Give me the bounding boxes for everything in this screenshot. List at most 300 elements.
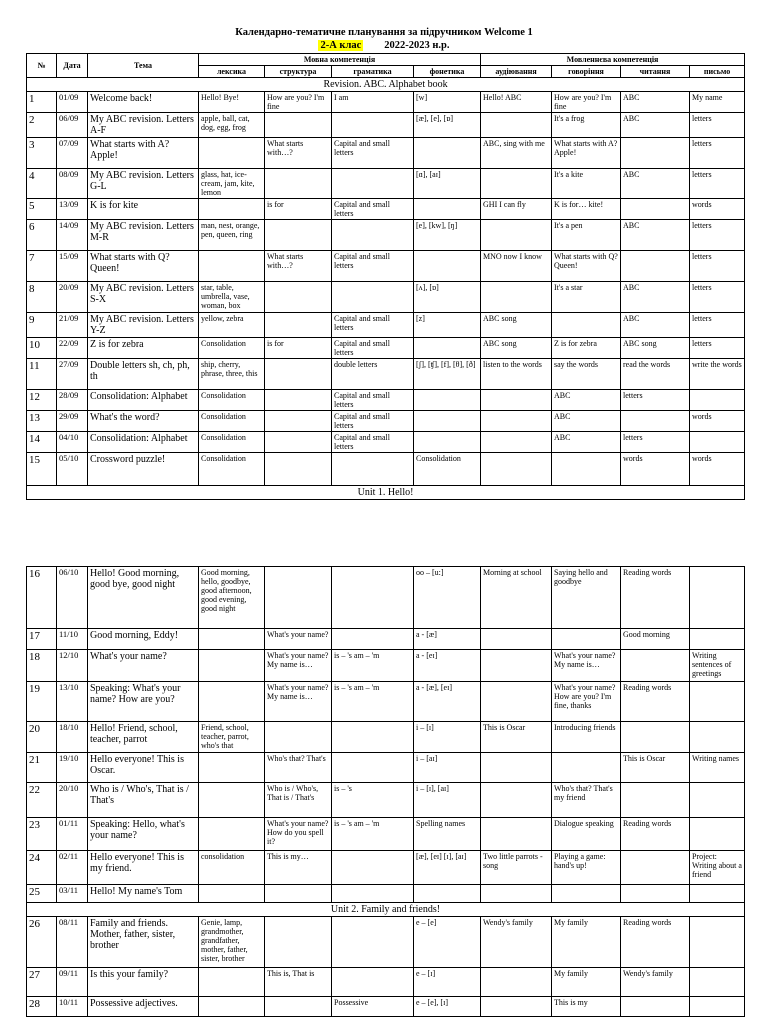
lesson-number: 17 [27, 629, 57, 650]
lesson-number: 24 [27, 851, 57, 885]
col-group-language: Мовна компетенція [199, 54, 481, 66]
lesson-number: 19 [27, 682, 57, 722]
lesson-row [27, 453, 745, 486]
writing-cell [690, 885, 745, 903]
col-header-phonetics: фонетика [414, 66, 481, 78]
structure-cell [265, 453, 332, 486]
listening-cell: Two little parrots - song [481, 851, 552, 885]
lexis-cell: consolidation [199, 851, 265, 885]
document-title: Календарно-тематичне планування за підручником Welcome 1 [235, 27, 533, 38]
lesson-number: 9 [27, 313, 57, 338]
structure-cell [265, 113, 332, 138]
lexis-cell [199, 818, 265, 851]
structure-cell: This is my… [265, 851, 332, 885]
lesson-date: 21/09 [57, 313, 88, 338]
lesson-date: 28/09 [57, 390, 88, 411]
listening-cell [481, 390, 552, 411]
lexis-cell: Consolidation [199, 453, 265, 486]
structure-cell: Who is / Who's, That is / That's [265, 783, 332, 818]
phonetics-cell: i – [ɪ], [aɪ] [414, 783, 481, 818]
lexis-cell: Good morning, hello, goodbye, good afternoon, good evening, good night [199, 567, 265, 629]
speaking-cell: Who's that? That's my friend [552, 783, 621, 818]
grammar-cell: double letters [332, 359, 414, 390]
col-header-reading: читання [621, 66, 690, 78]
grammar-cell: Capital and small letters [332, 390, 414, 411]
lesson-number: 13 [27, 411, 57, 432]
structure-cell: What starts with…? [265, 138, 332, 169]
writing-cell [690, 917, 745, 968]
writing-cell: My name [690, 92, 745, 113]
listening-cell: ABC, sing with me [481, 138, 552, 169]
grammar-cell: Capital and small letters [332, 313, 414, 338]
lexis-cell [199, 650, 265, 682]
lesson-row [27, 390, 745, 411]
grammar-cell [332, 453, 414, 486]
writing-cell: Writing names [690, 753, 745, 783]
lesson-date: 08/11 [57, 917, 88, 968]
lexis-cell: Genie, lamp, grandmother, grandfather, mother, father, sister, brother [199, 917, 265, 968]
structure-cell [265, 722, 332, 753]
lesson-date: 07/09 [57, 138, 88, 169]
lesson-topic: Is this your family? [88, 968, 199, 997]
listening-cell [481, 650, 552, 682]
writing-cell [690, 432, 745, 453]
lesson-row [27, 92, 745, 113]
writing-cell: write the words [690, 359, 745, 390]
reading-cell: ABC [621, 220, 690, 251]
lesson-topic: K is for kite [88, 199, 199, 220]
lesson-topic: Who is / Who's, That is / That's [88, 783, 199, 818]
grammar-cell: Capital and small letters [332, 432, 414, 453]
phonetics-cell [414, 251, 481, 282]
structure-cell: is for [265, 338, 332, 359]
lexis-cell [199, 199, 265, 220]
grammar-cell: Capital and small letters [332, 251, 414, 282]
grammar-cell [332, 629, 414, 650]
col-header-writing: письмо [690, 66, 745, 78]
lesson-date: 05/10 [57, 453, 88, 486]
reading-cell: Reading words [621, 818, 690, 851]
grammar-cell [332, 851, 414, 885]
section-header-unit2: Unit 2. Family and friends! [27, 903, 745, 917]
writing-cell [690, 818, 745, 851]
reading-cell: ABC [621, 169, 690, 199]
phonetics-cell [414, 338, 481, 359]
lesson-number: 1 [27, 92, 57, 113]
lesson-row [27, 851, 745, 885]
lexis-cell: ship, cherry, phrase, three, this [199, 359, 265, 390]
speaking-cell: Z is for zebra [552, 338, 621, 359]
lexis-cell: yellow, zebra [199, 313, 265, 338]
listening-cell: ABC song [481, 338, 552, 359]
lesson-number: 12 [27, 390, 57, 411]
reading-cell: ABC [621, 282, 690, 313]
lesson-number: 20 [27, 722, 57, 753]
structure-cell [265, 997, 332, 1017]
listening-cell [481, 411, 552, 432]
col-header-structure: структура [265, 66, 332, 78]
phonetics-cell: Consolidation [414, 453, 481, 486]
lesson-date: 09/11 [57, 968, 88, 997]
lesson-row [27, 997, 745, 1017]
writing-cell: letters [690, 282, 745, 313]
lesson-topic: Speaking: What's your name? How are you? [88, 682, 199, 722]
lesson-topic: Welcome back! [88, 92, 199, 113]
grammar-cell [332, 169, 414, 199]
reading-cell: ABC [621, 113, 690, 138]
lesson-topic: My ABC revision. Letters M-R [88, 220, 199, 251]
structure-cell [265, 169, 332, 199]
lesson-date: 18/10 [57, 722, 88, 753]
structure-cell [265, 282, 332, 313]
lesson-row [27, 138, 745, 169]
lesson-number: 22 [27, 783, 57, 818]
lesson-row [27, 818, 745, 851]
reading-cell: letters [621, 432, 690, 453]
col-header-grammar: граматика [332, 66, 414, 78]
lexis-cell: Consolidation [199, 390, 265, 411]
lesson-row [27, 220, 745, 251]
listening-cell: ABC song [481, 313, 552, 338]
lesson-number: 23 [27, 818, 57, 851]
listening-cell: Morning at school [481, 567, 552, 629]
lexis-cell [199, 629, 265, 650]
lesson-row [27, 169, 745, 199]
lesson-row [27, 682, 745, 722]
grammar-cell [332, 220, 414, 251]
listening-cell [481, 113, 552, 138]
listening-cell [481, 885, 552, 903]
lesson-date: 06/10 [57, 567, 88, 629]
lesson-number: 16 [27, 567, 57, 629]
structure-cell [265, 917, 332, 968]
lesson-date: 27/09 [57, 359, 88, 390]
reading-cell [621, 997, 690, 1017]
section-header-unit1: Unit 1. Hello! [27, 486, 745, 500]
writing-cell [690, 567, 745, 629]
reading-cell [621, 722, 690, 753]
listening-cell: Wendy's family [481, 917, 552, 968]
speaking-cell: K is for… kite! [552, 199, 621, 220]
plan-table-page-top [26, 53, 745, 500]
lesson-date: 11/10 [57, 629, 88, 650]
col-header-speaking: говоріння [552, 66, 621, 78]
speaking-cell: It's a pen [552, 220, 621, 251]
lesson-topic: My ABC revision. Letters A-F [88, 113, 199, 138]
phonetics-cell: a - [æ], [eɪ] [414, 682, 481, 722]
grammar-cell: Capital and small letters [332, 338, 414, 359]
plan-table-page-bottom [26, 566, 745, 1017]
lexis-cell [199, 885, 265, 903]
grammar-cell: Possessive [332, 997, 414, 1017]
writing-cell: letters [690, 138, 745, 169]
listening-cell [481, 169, 552, 199]
writing-cell [690, 682, 745, 722]
structure-cell: What's your name? My name is… [265, 650, 332, 682]
col-header-date: Дата [57, 54, 88, 78]
lesson-topic: My ABC revision. Letters S-X [88, 282, 199, 313]
phonetics-cell [414, 390, 481, 411]
lesson-row [27, 313, 745, 338]
lesson-date: 20/09 [57, 282, 88, 313]
lesson-row [27, 432, 745, 453]
grammar-cell [332, 722, 414, 753]
lesson-date: 19/10 [57, 753, 88, 783]
structure-cell: This is, That is [265, 968, 332, 997]
lesson-topic: Hello! Good morning, good bye, good night [88, 567, 199, 629]
phonetics-cell: oo – [u:] [414, 567, 481, 629]
lesson-topic: Family and friends. Mother, father, sister, brother [88, 917, 199, 968]
listening-cell [481, 997, 552, 1017]
col-header-num: № [27, 54, 57, 78]
phonetics-cell: e – [ɪ] [414, 968, 481, 997]
lesson-topic: My ABC revision. Letters G-L [88, 169, 199, 199]
structure-cell: What's your name? How do you spell it? [265, 818, 332, 851]
grammar-cell: Capital and small letters [332, 411, 414, 432]
lesson-date: 29/09 [57, 411, 88, 432]
speaking-cell [552, 753, 621, 783]
lesson-topic: Consolidation: Alphabet [88, 432, 199, 453]
listening-cell: This is Oscar [481, 722, 552, 753]
lesson-date: 14/09 [57, 220, 88, 251]
reading-cell: Wendy's family [621, 968, 690, 997]
lesson-date: 06/09 [57, 113, 88, 138]
speaking-cell: Dialogue speaking [552, 818, 621, 851]
lesson-topic: Possessive adjectives. [88, 997, 199, 1017]
lesson-row [27, 722, 745, 753]
speaking-cell: What's your name? My name is… [552, 650, 621, 682]
lesson-topic: Hello everyone! This is my friend. [88, 851, 199, 885]
speaking-cell: Playing a game: hand's up! [552, 851, 621, 885]
lesson-topic: What starts with Q? Queen! [88, 251, 199, 282]
speaking-cell [552, 885, 621, 903]
lesson-number: 14 [27, 432, 57, 453]
lesson-date: 01/09 [57, 92, 88, 113]
writing-cell: letters [690, 169, 745, 199]
lesson-row [27, 783, 745, 818]
writing-cell [690, 722, 745, 753]
lesson-number: 25 [27, 885, 57, 903]
lesson-topic: Speaking: Hello, what's your name? [88, 818, 199, 851]
writing-cell [690, 997, 745, 1017]
reading-cell: Good morning [621, 629, 690, 650]
grammar-cell: is – 's [332, 783, 414, 818]
lexis-cell [199, 968, 265, 997]
writing-cell [690, 390, 745, 411]
structure-cell: What's your name? [265, 629, 332, 650]
grammar-cell: is – 's am – 'm [332, 818, 414, 851]
lesson-row [27, 282, 745, 313]
lesson-row [27, 650, 745, 682]
speaking-cell: What starts with A? Apple! [552, 138, 621, 169]
lesson-row [27, 251, 745, 282]
structure-cell [265, 885, 332, 903]
lexis-cell: glass, hat, ice-cream, jam, kite, lemon [199, 169, 265, 199]
lexis-cell: Friend, school, teacher, parrot, who's that [199, 722, 265, 753]
lesson-number: 8 [27, 282, 57, 313]
lesson-row [27, 338, 745, 359]
phonetics-cell: e – [e] [414, 917, 481, 968]
listening-cell [481, 753, 552, 783]
speaking-cell: What starts with Q? Queen! [552, 251, 621, 282]
speaking-cell: Introducing friends [552, 722, 621, 753]
structure-cell: What starts with…? [265, 251, 332, 282]
speaking-cell: ABC [552, 411, 621, 432]
grammar-cell [332, 282, 414, 313]
listening-cell: MNO now I know [481, 251, 552, 282]
reading-cell [621, 650, 690, 682]
listening-cell [481, 682, 552, 722]
lesson-topic: What's the word? [88, 411, 199, 432]
reading-cell [621, 199, 690, 220]
phonetics-cell: [æ], [eɪ] [ɪ], [aɪ] [414, 851, 481, 885]
lesson-topic: Double letters sh, ch, ph, th [88, 359, 199, 390]
lexis-cell: Hello! Bye! [199, 92, 265, 113]
speaking-cell: say the words [552, 359, 621, 390]
listening-cell: GHI I can fly [481, 199, 552, 220]
lesson-row [27, 629, 745, 650]
reading-cell [621, 783, 690, 818]
speaking-cell: This is my [552, 997, 621, 1017]
grammar-cell [332, 753, 414, 783]
lesson-row [27, 917, 745, 968]
listening-cell [481, 282, 552, 313]
lexis-cell: Consolidation [199, 432, 265, 453]
speaking-cell: ABC [552, 390, 621, 411]
reading-cell [621, 251, 690, 282]
reading-cell: letters [621, 390, 690, 411]
phonetics-cell: [z] [414, 313, 481, 338]
lesson-date: 10/11 [57, 997, 88, 1017]
phonetics-cell: i – [ɪ] [414, 722, 481, 753]
reading-cell [621, 885, 690, 903]
col-header-listening: аудіювання [481, 66, 552, 78]
grammar-cell: Capital and small letters [332, 138, 414, 169]
lesson-row [27, 753, 745, 783]
writing-cell: Writing sentences of greetings [690, 650, 745, 682]
lexis-cell [199, 251, 265, 282]
writing-cell: letters [690, 220, 745, 251]
col-header-lexis: лексика [199, 66, 265, 78]
speaking-cell: My family [552, 968, 621, 997]
writing-cell [690, 783, 745, 818]
lesson-row [27, 885, 745, 903]
reading-cell: Reading words [621, 567, 690, 629]
lesson-date: 12/10 [57, 650, 88, 682]
lexis-cell: Consolidation [199, 338, 265, 359]
lexis-cell: man, nest, orange, pen, queen, ring [199, 220, 265, 251]
lexis-cell [199, 682, 265, 722]
structure-cell [265, 432, 332, 453]
speaking-cell: My family [552, 917, 621, 968]
lesson-date: 22/09 [57, 338, 88, 359]
listening-cell [481, 629, 552, 650]
writing-cell: Project: Writing about a friend [690, 851, 745, 885]
speaking-cell: Saying hello and goodbye [552, 567, 621, 629]
phonetics-cell: a - [eɪ] [414, 650, 481, 682]
phonetics-cell: [e], [kw], [ŋ] [414, 220, 481, 251]
structure-cell [265, 567, 332, 629]
listening-cell [481, 453, 552, 486]
lesson-number: 15 [27, 453, 57, 486]
lesson-topic: What starts with A? Apple! [88, 138, 199, 169]
lesson-date: 02/11 [57, 851, 88, 885]
listening-cell [481, 220, 552, 251]
speaking-cell: How are you? I'm fine [552, 92, 621, 113]
writing-cell: letters [690, 113, 745, 138]
section-header-revision: Revision. ABC. Alphabet book [27, 78, 745, 92]
lesson-row [27, 359, 745, 390]
structure-cell: is for [265, 199, 332, 220]
lesson-date: 20/10 [57, 783, 88, 818]
listening-cell [481, 783, 552, 818]
listening-cell: listen to the words [481, 359, 552, 390]
writing-cell: words [690, 199, 745, 220]
reading-cell: read the words [621, 359, 690, 390]
structure-cell [265, 220, 332, 251]
phonetics-cell: i – [aɪ] [414, 753, 481, 783]
listening-cell [481, 818, 552, 851]
lesson-date: 01/11 [57, 818, 88, 851]
reading-cell: Reading words [621, 682, 690, 722]
lesson-number: 7 [27, 251, 57, 282]
structure-cell [265, 411, 332, 432]
reading-cell [621, 138, 690, 169]
structure-cell [265, 313, 332, 338]
reading-cell: words [621, 453, 690, 486]
col-group-speech: Мовленнєва компетенція [481, 54, 745, 66]
grammar-cell [332, 113, 414, 138]
phonetics-cell [414, 138, 481, 169]
lesson-topic: Hello! My name's Tom [88, 885, 199, 903]
speaking-cell: ABC [552, 432, 621, 453]
listening-cell [481, 968, 552, 997]
grammar-cell: I am [332, 92, 414, 113]
lesson-date: 08/09 [57, 169, 88, 199]
listening-cell [481, 432, 552, 453]
reading-cell: ABC [621, 313, 690, 338]
lesson-number: 26 [27, 917, 57, 968]
year-label: 2022-2023 н.р. [384, 40, 450, 51]
reading-cell: Reading words [621, 917, 690, 968]
lexis-cell: Consolidation [199, 411, 265, 432]
speaking-cell: It's a kite [552, 169, 621, 199]
structure-cell: Who's that? That's [265, 753, 332, 783]
lesson-date: 03/11 [57, 885, 88, 903]
lesson-number: 10 [27, 338, 57, 359]
lesson-topic: What's your name? [88, 650, 199, 682]
phonetics-cell: e – [e], [ɪ] [414, 997, 481, 1017]
lesson-row [27, 411, 745, 432]
document-subtitle [0, 40, 768, 51]
grammar-cell [332, 567, 414, 629]
lesson-date: 13/10 [57, 682, 88, 722]
lesson-row [27, 113, 745, 138]
structure-cell: How are you? I'm fine [265, 92, 332, 113]
lesson-topic: Consolidation: Alphabet [88, 390, 199, 411]
phonetics-cell: [ɑ], [aɪ] [414, 169, 481, 199]
speaking-cell [552, 313, 621, 338]
phonetics-cell: [ʌ], [ɒ] [414, 282, 481, 313]
phonetics-cell: a - [æ] [414, 629, 481, 650]
writing-cell: letters [690, 313, 745, 338]
grammar-cell: is – 's am – 'm [332, 682, 414, 722]
lesson-number: 3 [27, 138, 57, 169]
structure-cell [265, 359, 332, 390]
lesson-number: 28 [27, 997, 57, 1017]
phonetics-cell [414, 199, 481, 220]
col-header-topic: Тема [88, 54, 199, 78]
